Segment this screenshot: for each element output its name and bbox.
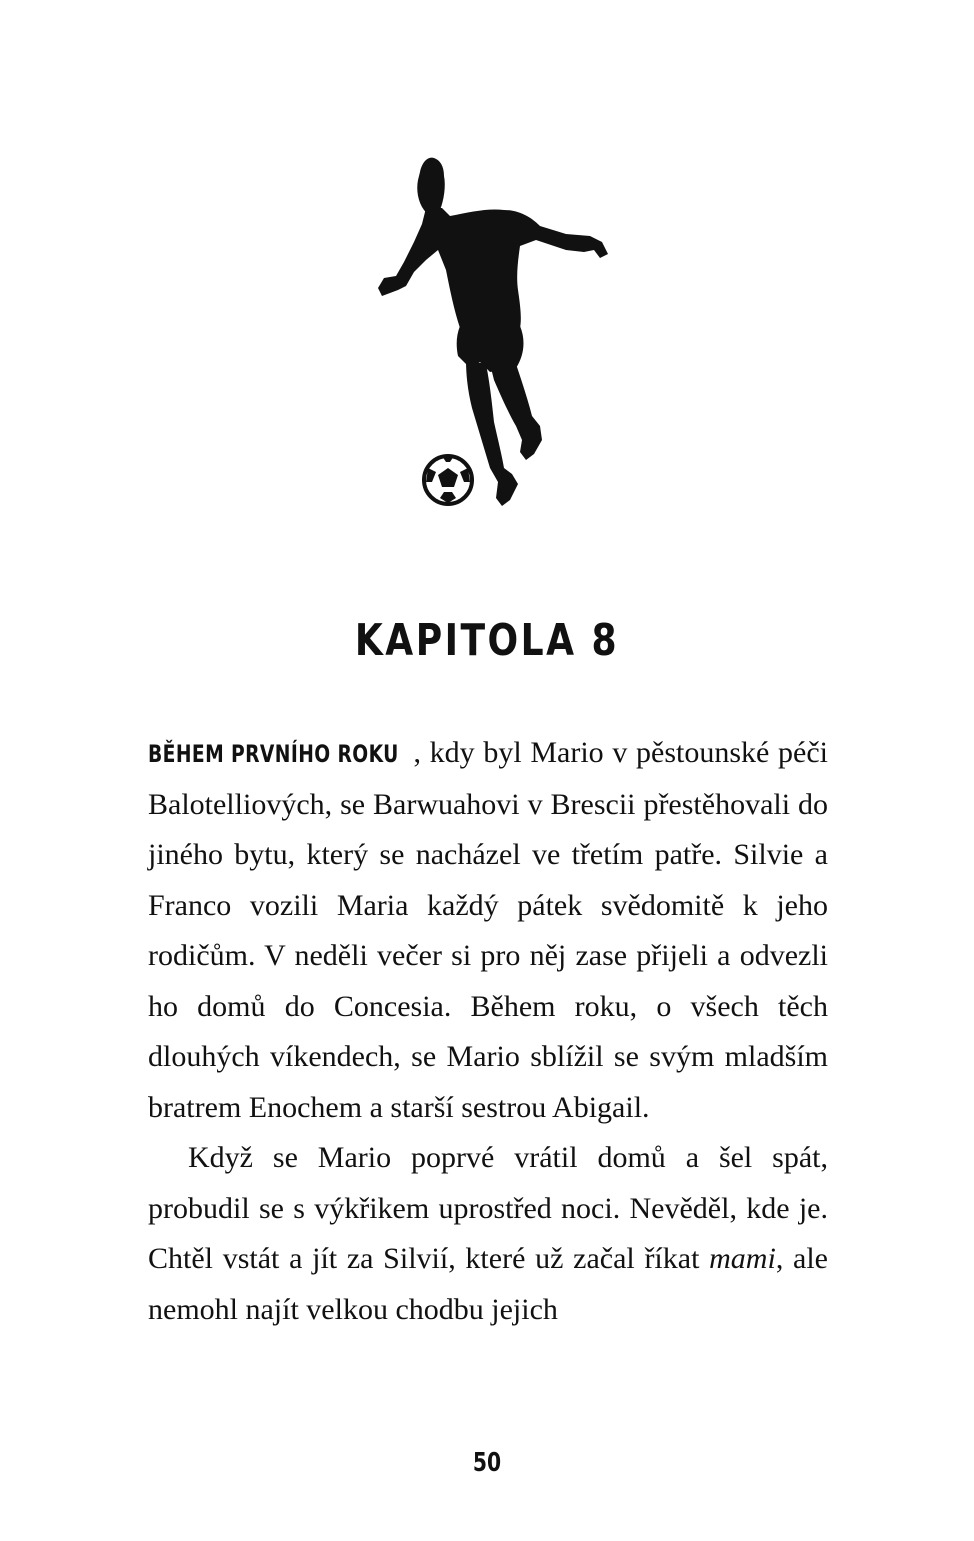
soccer-ball-icon	[424, 456, 472, 504]
paragraph-2-text-before: Když se Mario poprvé vrátil domů a šel spát, probudil se s výkřikem uprostřed noci. Nevěděl, kde je. Chtěl vstát a jít za Silvií, které už začal říkat	[148, 1141, 828, 1275]
page-number: 50	[472, 1448, 502, 1478]
chapter-title: KAPITOLA 8	[354, 615, 620, 666]
soccer-player-silhouette-icon	[370, 150, 630, 520]
lead-in-small-caps: BĚHEM PRVNÍHO ROKU	[148, 740, 399, 768]
player-figure	[378, 158, 608, 506]
paragraph-2-text-after: , ale nemohl najít velkou chodbu jejich	[148, 1242, 828, 1326]
paragraph-1-text: , kdy byl Mario v pěstounské péči Balotelliových, se Barwuahovi v Brescii přestěhovali do jiného bytu, který se nacházel ve třetím patře. Silvie a Franco vozili Maria každý pátek svědomitě k jeho rodičům. V neděli večer si pro něj zase přijeli a odvezli ho domů do Concesia. Během roku, o všech těch dlouhých víkendech, se Mario sblížil se svým mladším bratrem Enochem a starší sestrou Abigail.	[148, 736, 828, 1124]
paragraph-2	[148, 1133, 828, 1335]
paragraph-1	[148, 728, 828, 1133]
paragraph-2-emphasis: mami	[709, 1242, 776, 1275]
chapter-body	[148, 728, 828, 1335]
